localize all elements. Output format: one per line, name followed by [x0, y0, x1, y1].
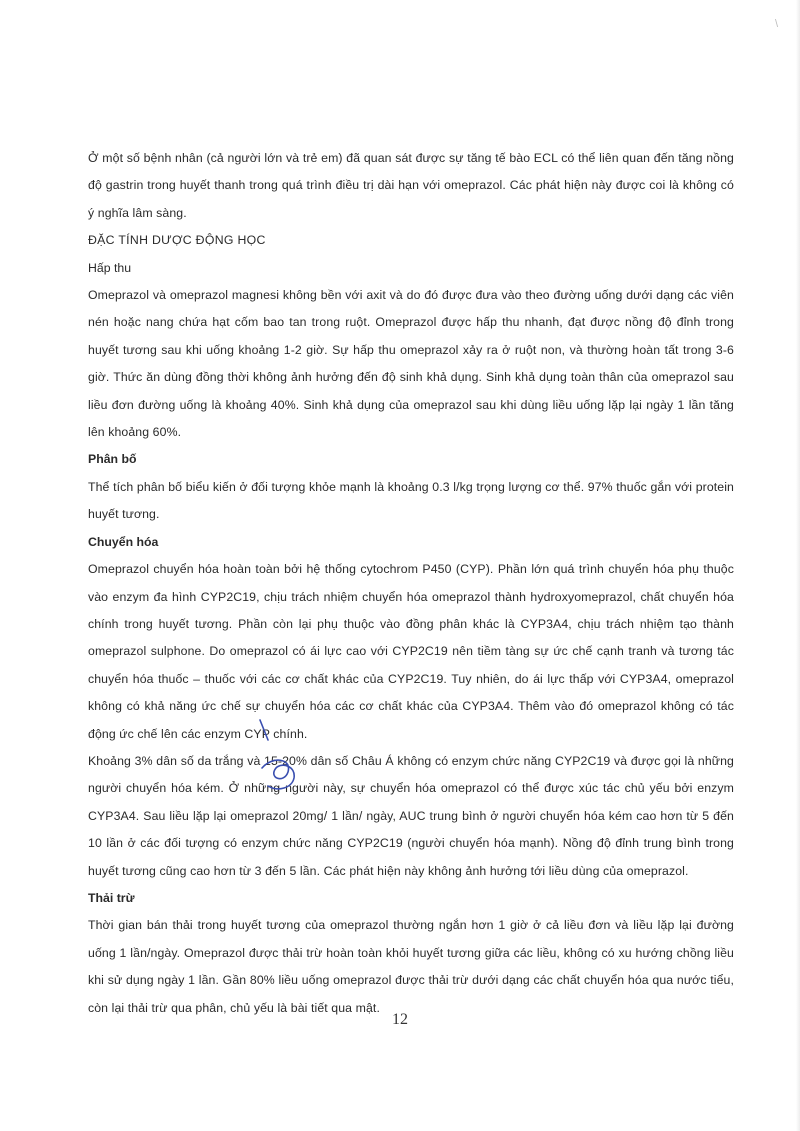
subheading-distribution: Phân bố — [88, 452, 137, 467]
paragraph-metabolism: Omeprazol chuyển hóa hoàn toàn bởi hệ thống cytochrom P450 (CYP). Phần lớn quá trình chuyển hóa phụ thuộc vào enzym đa hình CYP2C19, chịu trách nhiệm chuyển hóa omeprazol thành hydroxyomeprazol, chất chuyển hóa chính trong huyết tương. Phần còn lại phụ thuộc vào đồng phân khác là CYP3A4, chịu trách nhiệm tạo thành omeprazol sulphone. Do omeprazol có ái lực cao với CYP2C19 nên tiềm tàng sự ức chế cạnh tranh và tương tác chuyển hóa thuốc – thuốc với các cơ chất khác của CYP2C19. Tuy nhiên, do ái lực thấp với CYP3A4, omeprazol không có khả năng ức chế sự chuyển hóa các cơ chất khác của CYP3A4. Thêm vào đó omeprazol không có tác động ức chế lên các enzym CYP chính. — [88, 562, 734, 741]
page-content — [88, 145, 734, 1022]
corner-mark: \ — [774, 18, 778, 30]
subheading-metabolism: Chuyển hóa — [88, 534, 159, 549]
page-number: 12 — [392, 1011, 408, 1028]
paragraph-distribution: Thể tích phân bố biểu kiến ở đối tượng khỏe mạnh là khoảng 0.3 l/kg trọng lượng cơ thể. 97% thuốc gắn với protein huyết tương. — [88, 479, 734, 522]
page-edge-shadow — [796, 0, 800, 1131]
subheading-absorption: Hấp thu — [88, 260, 132, 275]
paragraph-ecl-cells: Ở một số bệnh nhân (cả người lớn và trẻ em) đã quan sát được sự tăng tế bào ECL có thể liên quan đến tăng nồng độ gastrin trong huyết thanh trong quá trình điều trị dài hạn với omeprazol. Các phát hiện này được coi là không có ý nghĩa lâm sàng. — [88, 151, 734, 220]
paragraph-absorption: Omeprazol và omeprazol magnesi không bền với axit và do đó được đưa vào theo đường uống dưới dạng các viên nén hoặc nang chứa hạt cốm bao tan trong ruột. Omeprazol được hấp thu nhanh, đạt được nồng độ đỉnh trong huyết tương sau khi uống khoảng 1-2 giờ. Sự hấp thu omeprazol xảy ra ở ruột non, và thường hoàn tất trong 3-6 giờ. Thức ăn dùng đồng thời không ảnh hưởng đến độ sinh khả dụng. Sinh khả dụng toàn thân của omeprazol sau liều đơn đường uống là khoảng 40%. Sinh khả dụng của omeprazol sau khi dùng liều uống lặp lại ngày 1 lần tăng lên khoảng 60%. — [88, 288, 734, 440]
paragraph-elimination: Thời gian bán thải trong huyết tương của omeprazol thường ngắn hơn 1 giờ ở cả liều đơn và liều lặp lại đường uống 1 lần/ngày. Omeprazol được thải trừ hoàn toàn khỏi huyết tương giữa các liều, không có xu hướng chồng liều khi sử dụng ngày 1 lần. Gần 80% liều uống omeprazol được thải trừ dưới dạng các chất chuyển hóa qua nước tiểu, còn lại thải trừ qua phân, chủ yếu là bài tiết qua mật. — [88, 918, 734, 1015]
section-heading-pharmacokinetics: ĐẶC TÍNH DƯỢC ĐỘNG HỌC — [88, 233, 266, 248]
paragraph-poor-metabolizers: Khoảng 3% dân số da trắng và 15-20% dân số Châu Á không có enzym chức năng CYP2C19 và được gọi là những người chuyển hóa kém. Ở những người này, sự chuyển hóa omeprazol có thể được xúc tác chủ yếu bởi enzym CYP3A4. Sau liều lặp lại omeprazol 20mg/ 1 lần/ ngày, AUC trung bình ở người chuyển hóa kém cao hơn từ 5 đến 10 lần ở các đối tượng có enzym chức năng CYP2C19 (người chuyển hóa mạnh). Nồng độ đỉnh trung bình trong huyết tương cũng cao hơn từ 3 đến 5 lần. Các phát hiện này không ảnh hưởng tới liều dùng của omeprazol. — [88, 753, 734, 878]
subheading-elimination: Thải trừ — [88, 890, 135, 905]
